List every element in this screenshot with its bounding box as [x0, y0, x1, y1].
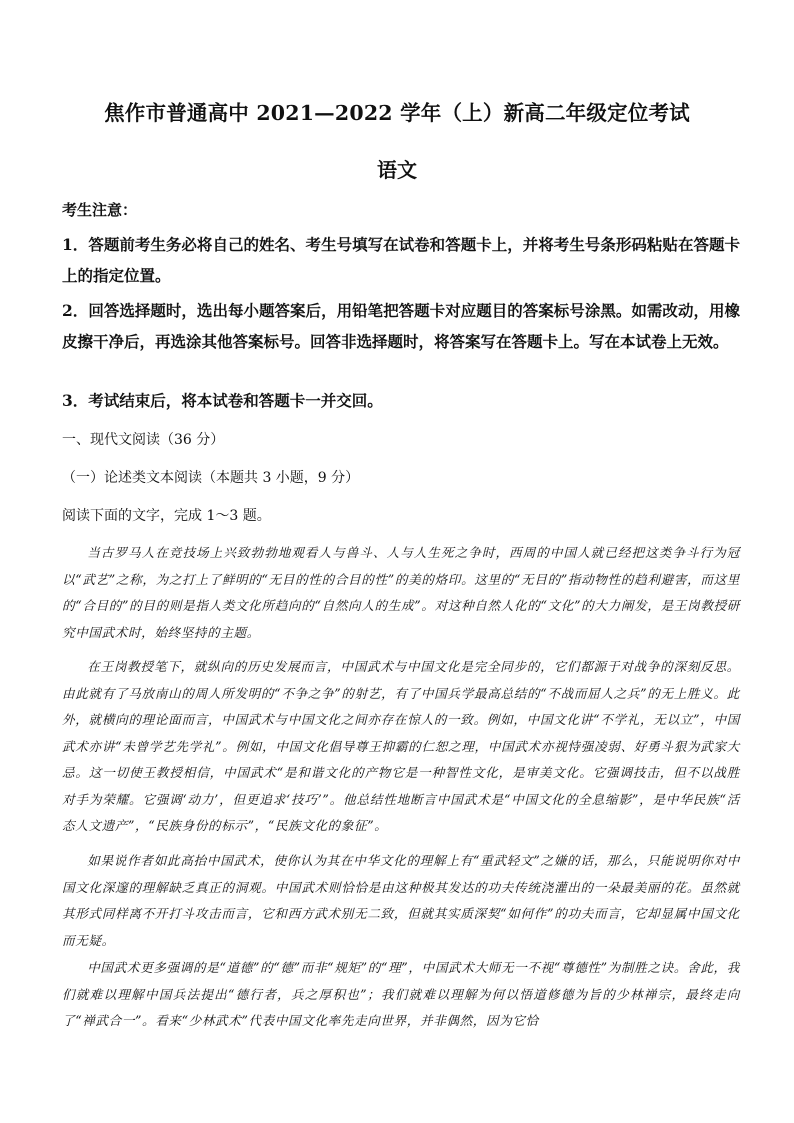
notice-item-1: 1．答题前考生务必将自己的姓名、考生号填写在试卷和答题卡上，并将考生号条形码粘贴在答题卡上的指定位置。: [62, 235, 740, 285]
subject-title: 语文: [377, 158, 417, 182]
subsection-heading: （一）论述类文本阅读（本题共 3 小题，9 分）: [62, 470, 360, 486]
passage-paragraph-4: 中国武术更多强调的是“道德”的“德”而非“规矩”的“理”，中国武术大师无一不视“尊德性”为制胜之诀。舍此，我们就难以理解中国兵法提出“德行者，兵之厚积也”；我们就难以理解为何以悟道修德为旨的少林禅宗，最终走向了“禅武合一”。看来“少林武术”代表中国文化率先走向世界，并非偶然，因为它恰: [62, 960, 740, 1028]
notice-item-3: 3．考试结束后，将本试卷和答题卡一并交回。: [62, 391, 383, 410]
exam-title: 焦作市普通高中 2021—2022 学年（上）新高二年级定位考试: [104, 101, 690, 125]
passage-paragraph-1: 当古罗马人在竞技场上兴致勃勃地观看人与兽斗、人与人生死之争时，西周的中国人就已经把这类争斗行为冠以“武艺”之称，为之打上了鲜明的“无目的性的合目的性”的美的烙印。这里的“无目的”指动物性的趋利避害，而这里的“合目的”的目的则是指人类文化所趋向的“自然向人的生成”。对这种自然人化的“文化”的大力阐发，是王岗教授研究中国武术时，始终坚持的主题。: [62, 545, 740, 640]
reading-instruction: 阅读下面的文字，完成 1～3 题。: [62, 508, 271, 524]
notice-item-2: 2．回答选择题时，选出每小题答案后，用铅笔把答题卡对应题目的答案标号涂黑。如需改动，用橡皮擦干净后，再选涂其他答案标号。回答非选择题时，将答案写在答题卡上。写在本试卷上无效。: [62, 301, 740, 351]
section-heading: 一、现代文阅读（36 分）: [62, 432, 225, 448]
passage-paragraph-3: 如果说作者如此高抬中国武术，使你认为其在中华文化的理解上有“重武轻文”之嫌的话，那么，只能说明你对中国文化深邃的理解缺乏真正的洞观。中国武术则恰恰是由这种极其发达的功夫传统浇灌出的一朵最美丽的花。虽然就其形式同样离不开打斗攻击而言，它和西方武术别无二致，但就其实质深契“如何作”的功夫而言，它却显属中国文化而无疑。: [62, 853, 740, 948]
notice-heading: 考生注意：: [62, 201, 138, 219]
passage-paragraph-2: 在王岗教授笔下，就纵向的历史发展而言，中国武术与中国文化是完全同步的，它们都源于对战争的深刻反思。由此就有了马放南山的周人所发明的“不争之争”的射艺，有了中国兵学最高总结的“不战而屈人之兵”的无上胜义。此外，就横向的理论面而言，中国武术与中国文化之间亦存在惊人的一致。例如，中国文化讲“不学礼，无以立”，中国武术亦讲“未曾学艺先学礼”。例如，中国文化倡导尊王抑霸的仁恕之理，中国武术亦视恃强凌弱、好勇斗狠为武家大忌。这一切使王教授相信，中国武术“是和谐文化的产物它是一种智性文化，是审美文化。它强调技击，但不以战胜对手为荣耀。它强调‘动力’，但更追求‘技巧’”。他总结性地断言中国武术是“中国文化的全息缩影”，是中华民族“活态人文遗产”，“民族身份的标示”，“民族文化的象征”。: [62, 659, 740, 833]
